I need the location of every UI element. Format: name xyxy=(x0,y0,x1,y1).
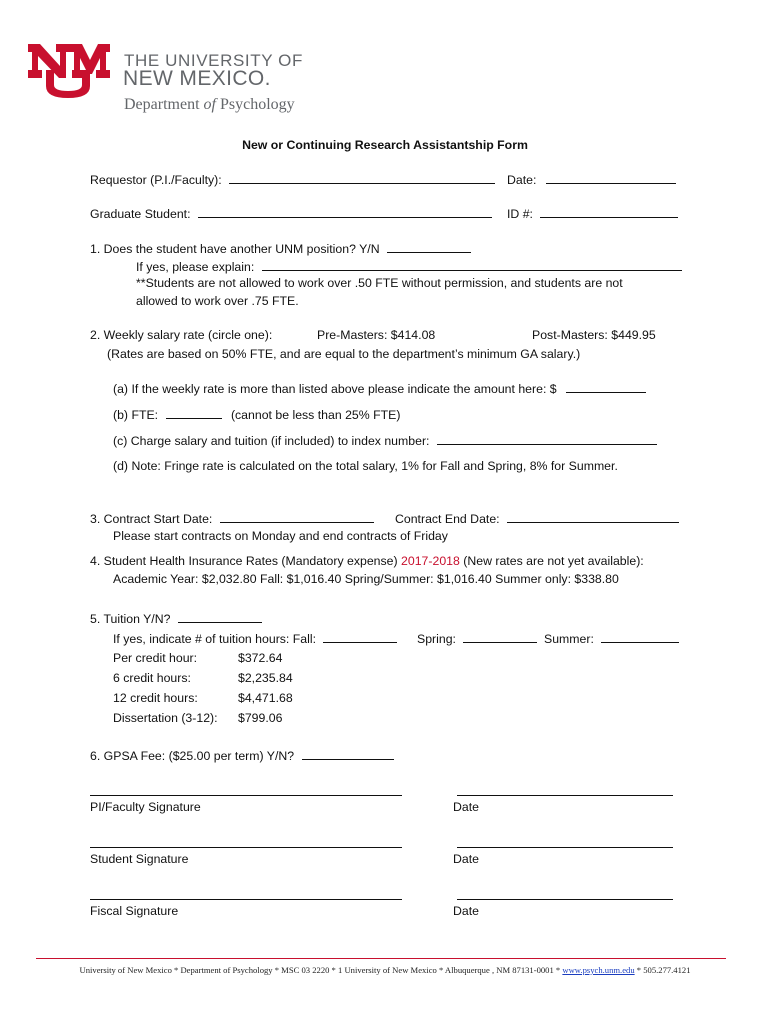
q5-hours-label: If yes, indicate # of tuition hours: Fall: xyxy=(113,632,317,646)
q2-label: 2. Weekly salary rate (circle one): xyxy=(90,328,273,342)
q2-note: (Rates are based on 50% FTE, and are equal to the department’s minimum GA salary.) xyxy=(107,347,581,361)
q3-end-label: Contract End Date: xyxy=(395,512,500,526)
footer-divider xyxy=(36,958,726,959)
tuition-row-label: Per credit hour: xyxy=(113,651,198,665)
q5-spring-label: Spring: xyxy=(417,632,456,646)
q1-explain-label: If yes, please explain: xyxy=(136,260,255,274)
tuition-row-label: Dissertation (3-12): xyxy=(113,711,218,725)
student-signature-label: Student Signature xyxy=(90,852,189,866)
qa-text: (a) If the weekly rate is more than listed above please indicate the amount here: $ xyxy=(113,382,557,396)
tuition-row-value: $799.06 xyxy=(238,711,283,725)
q6-text: 6. GPSA Fee: ($25.00 per term) Y/N? xyxy=(90,749,295,763)
footer-phone: * 505.277.4121 xyxy=(636,965,691,975)
tuition-row-value: $4,471.68 xyxy=(238,691,293,705)
q5-summer-label: Summer: xyxy=(544,632,594,646)
q3-start-label: 3. Contract Start Date: xyxy=(90,512,213,526)
department-name xyxy=(124,96,295,114)
q3-start-field[interactable] xyxy=(220,510,374,523)
student-date-label: Date xyxy=(453,852,479,866)
department-psychology: Psychology xyxy=(219,96,295,113)
qb-fte-field[interactable] xyxy=(166,406,222,419)
university-name-line1: THE UNIVERSITY OF xyxy=(124,51,303,70)
footer-address: University of New Mexico * Department of Psychology * MSC 03 2220 * 1 University of New Mexico * Albuquerque , NM 87131-0001 * xyxy=(79,965,561,975)
tuition-row xyxy=(113,670,293,690)
requestor-label: Requestor (P.I./Faculty): xyxy=(90,173,222,187)
unm-logo-mark xyxy=(26,40,110,100)
tuition-row-label: 12 credit hours: xyxy=(113,691,198,705)
q5-summer-field[interactable] xyxy=(601,630,679,643)
form-title: New or Continuing Research Assistantship Form xyxy=(242,138,528,152)
pi-date-line[interactable] xyxy=(457,795,673,796)
q4-year: 2017-2018 xyxy=(401,554,460,568)
qd-text: (d) Note: Fringe rate is calculated on the total salary, 1% for Fall and Spring, 8% for Summer. xyxy=(113,459,618,473)
q3-note: Please start contracts on Monday and end contracts of Friday xyxy=(113,529,448,543)
q5-text: 5. Tuition Y/N? xyxy=(90,612,171,626)
q5-yn-field[interactable] xyxy=(178,610,262,623)
q5-fall-field[interactable] xyxy=(323,630,397,643)
q2-post-masters[interactable]: Post-Masters: $449.95 xyxy=(532,328,656,342)
pi-signature-label: PI/Faculty Signature xyxy=(90,800,201,814)
id-label: ID #: xyxy=(507,207,533,221)
q4-text: 4. Student Health Insurance Rates (Mandatory expense) xyxy=(90,554,398,568)
qb-fte-label: (b) FTE: xyxy=(113,408,159,422)
id-field[interactable] xyxy=(540,205,678,218)
qc-index-field[interactable] xyxy=(437,432,657,445)
grad-student-label: Graduate Student: xyxy=(90,207,191,221)
unm-logo xyxy=(26,40,110,100)
pi-date-label: Date xyxy=(453,800,479,814)
date-label: Date: xyxy=(507,173,537,187)
student-signature-line[interactable] xyxy=(90,847,402,848)
q5-spring-field[interactable] xyxy=(463,630,537,643)
tuition-row xyxy=(113,650,283,670)
q1-text: 1. Does the student have another UNM position? Y/N xyxy=(90,242,380,256)
tuition-row-label: 6 credit hours: xyxy=(113,671,191,685)
student-date-line[interactable] xyxy=(457,847,673,848)
fiscal-date-line[interactable] xyxy=(457,899,673,900)
q3-end-field[interactable] xyxy=(507,510,679,523)
fiscal-signature-line[interactable] xyxy=(90,899,402,900)
qc-text: (c) Charge salary and tuition (if included) to index number: xyxy=(113,434,430,448)
tuition-row-value: $2,235.84 xyxy=(238,671,293,685)
tuition-row-value: $372.64 xyxy=(238,651,283,665)
department-of: of xyxy=(203,96,216,113)
department-word: Department xyxy=(124,96,200,113)
qb-fte-note: (cannot be less than 25% FTE) xyxy=(230,408,401,422)
q1-note-1: **Students are not allowed to work over .50 FTE without permission, and students are not xyxy=(136,276,623,290)
q1-yn-field[interactable] xyxy=(387,240,471,253)
fiscal-signature-label: Fiscal Signature xyxy=(90,904,179,918)
grad-student-field[interactable] xyxy=(198,205,492,218)
q1-note-2: allowed to work over .75 FTE. xyxy=(136,294,299,308)
q2-pre-masters[interactable]: Pre-Masters: $414.08 xyxy=(317,328,436,342)
q1-explain-field[interactable] xyxy=(262,258,682,271)
footer-website-link[interactable]: www.psych.unm.edu xyxy=(562,965,635,975)
qa-amount-field[interactable] xyxy=(566,380,646,393)
tuition-row xyxy=(113,690,293,710)
tuition-row xyxy=(113,710,283,730)
tuition-table xyxy=(113,650,293,730)
footer xyxy=(0,965,770,975)
date-field[interactable] xyxy=(546,171,676,184)
q4-note: (New rates are not yet available): xyxy=(463,554,644,568)
university-name-line2: NEW MEXICO. xyxy=(123,67,271,90)
requestor-field[interactable] xyxy=(229,171,495,184)
pi-signature-line[interactable] xyxy=(90,795,402,796)
q4-rates: Academic Year: $2,032.80 Fall: $1,016.40 Spring/Summer: $1,016.40 Summer only: $338.80 xyxy=(113,572,619,586)
q6-yn-field[interactable] xyxy=(302,747,394,760)
fiscal-date-label: Date xyxy=(453,904,479,918)
